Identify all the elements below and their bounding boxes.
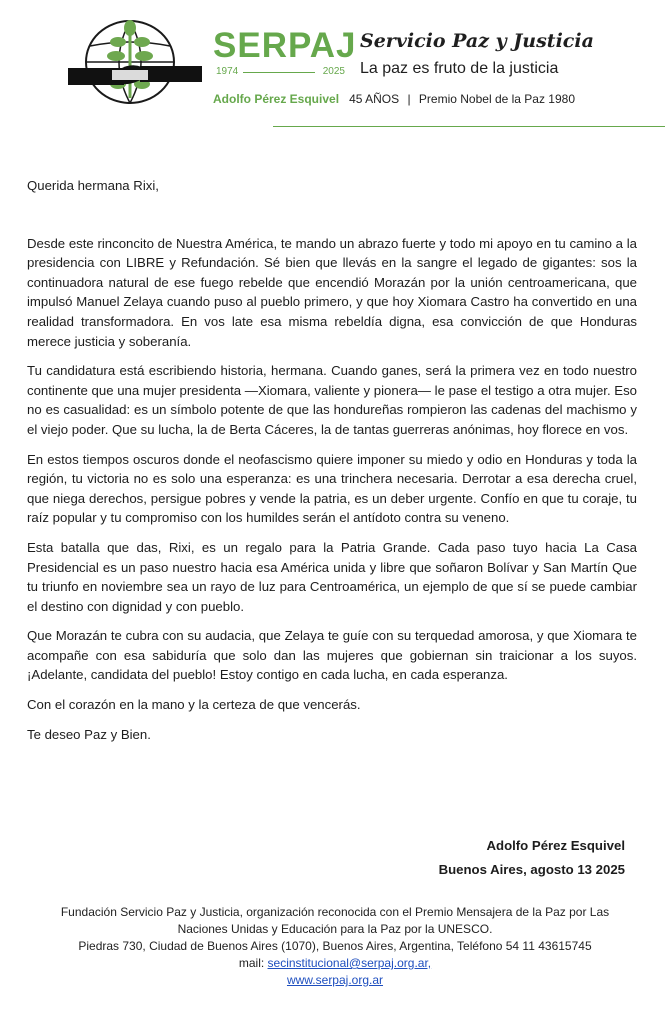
founder-name: Adolfo Pérez Esquivel	[213, 92, 340, 106]
email-link[interactable]: secinstitucional@serpaj.org.ar,	[267, 956, 432, 970]
year-end: 2025	[322, 66, 345, 77]
letterhead-rule	[273, 126, 665, 127]
meta-separator: |	[407, 92, 411, 106]
salutation: Querida hermana Rixi,	[27, 178, 159, 193]
org-slogan: La paz es fruto de la justicia	[360, 60, 559, 77]
mail-label: mail:	[238, 956, 268, 970]
letterhead	[60, 10, 605, 120]
serpaj-logo-icon	[68, 16, 208, 108]
year-start: 1974	[216, 66, 239, 77]
signature-block	[439, 834, 625, 882]
closing-line: Con el corazón en la mano y la certeza de que vencerás.	[27, 697, 361, 713]
paragraph: Que Morazán te cubra con su audacia, que Zelaya te guíe con su terquedad amorosa, y que Xiomara te acompañe con esa sabiduría que solo dan las mujeres que gobiernan sin traicionar a los suyos. ¡Adelante, candidata del pueblo! Estoy contigo en cada lucha, en cada esperanza.	[27, 628, 637, 683]
anniversary: 45 AÑOS	[349, 92, 400, 106]
footer-line: Naciones Unidas y Educación para la Paz por la UNESCO.	[177, 922, 493, 936]
signature-name: Adolfo Pérez Esquivel	[486, 838, 625, 853]
paragraph: En estos tiempos oscuros donde el neofascismo quiere imponer su miedo y odio en Honduras y toda la región, tu victoria no es solo una esperanza: es una trinchera necesaria. Derrotar a esa derecha cruel, que niega derechos, persigue pobres y vende la patria, es un deber urgente. Confío en que tu coraje, tu raíz popular y tu compromiso con los humildes serán el antídoto contra su veneno.	[27, 451, 637, 526]
years-divider	[243, 72, 315, 73]
paragraph: Desde este rinconcito de Nuestra América, te mando un abrazo fuerte y todo mi apoyo en tu camino a la presidencia con LIBRE y Refundación. Sé bien que llevás en la sangre el legado de gigantes: sos la continuadora natural de ese fuego rebelde que encendió Morazán por la unión centroamericana, que impulsó Manuel Zelaya cuando puso al pueblo primero, y que hoy Xiomara Castro ha convertido en una realidad transformadora. En vos late esa misma rebeldía digna, esa convicción de que Honduras merece justicia y soberanía.	[27, 235, 637, 349]
footer	[40, 904, 630, 989]
letter-body	[27, 176, 637, 744]
letterhead-meta	[213, 92, 575, 106]
farewell: Te deseo Paz y Bien.	[27, 726, 151, 742]
footer-mail	[40, 955, 630, 972]
award: Premio Nobel de la Paz 1980	[418, 92, 575, 106]
website-link[interactable]: www.serpaj.org.ar	[286, 973, 384, 987]
org-name-script: Servicio Paz y Justicia	[360, 30, 594, 52]
footer-line: Fundación Servicio Paz y Justicia, organización reconocida con el Premio Mensajera de la Paz por Las	[60, 905, 610, 919]
org-acronym: SERPAJ	[213, 26, 357, 65]
paragraph: Esta batalla que das, Rixi, es un regalo para la Patria Grande. Cada paso tuyo hacia La Casa Presidencial es un paso nuestro hacia esa América unida y libre que soñaron Bolívar y San Martín Que tu triunfo en noviembre sea un rayo de luz para Centroamérica, un ejemplo de que sí se puede cambiar el destino con dignidad y con pueblo.	[27, 539, 637, 614]
signature-place-date: Buenos Aires, agosto 13 2025	[438, 862, 625, 877]
paragraph: Tu candidatura está escribiendo historia, hermana. Cuando ganes, será la primera vez en todo nuestro continente que una mujer presidenta —Xiomara, valiente y pionera— le pase el testigo a otra mujer. Eso no es casualidad: es un símbolo potente de que las hondureñas rompieron las cadenas del machismo y el viejo poder. Que su lucha, la de Berta Cáceres, la de tantas guerreras anónimas, hoy florece en vos.	[27, 363, 637, 437]
footer-website	[40, 972, 630, 989]
footer-address: Piedras 730, Ciudad de Buenos Aires (1070), Buenos Aires, Argentina, Teléfono 54 11 43615745	[78, 939, 592, 953]
